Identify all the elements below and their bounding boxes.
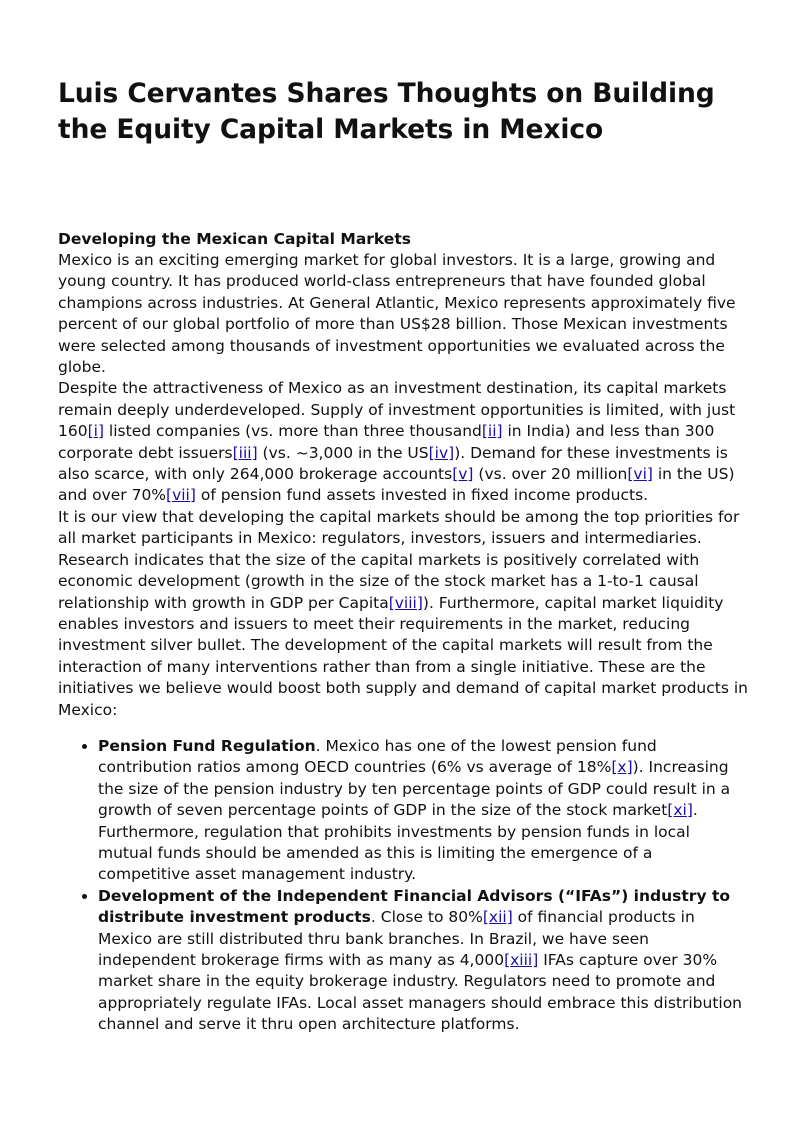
text-run: ). Demand for these investments is also scarce, with only 264,000 brokerage accounts	[58, 443, 728, 484]
text-run: . Mexico has one of the lowest pension fund contribution ratios among OECD countries (6% vs average of 18%	[98, 736, 657, 777]
footnote-link-iii[interactable]: [iii]	[232, 443, 258, 462]
article	[58, 76, 748, 1036]
text-run: ). Increasing the size of the pension industry by ten percentage points of GDP could result in a growth of seven percentage points of GDP in the size of the stock market	[98, 758, 731, 820]
list-item-pension-fund-regulation	[98, 736, 748, 886]
footnote-link-v[interactable]: [v]	[452, 465, 474, 484]
footnote-link-i[interactable]: [i]	[87, 422, 104, 441]
list-item-ifa-industry	[98, 886, 748, 1036]
text-run: in India) and less than 300 corporate debt issuers	[58, 422, 715, 462]
footnote-link-iv[interactable]: [iv]	[428, 443, 455, 462]
text-run: It is our view that developing the capital markets should be among the top priorities for all market participants in Mexico: regulators, investors, issuers and intermediaries. Research indicates that the size of the capital markets is positively correlated with economic development (growth in the size of the stock market has a 1-to-1 causal relationship with growth in GDP per Capita	[58, 507, 740, 612]
text-run: (vs. over 20 million	[473, 465, 628, 484]
paragraph-intro: Mexico is an exciting emerging market for global investors. It is a large, growing and young country. It has produced world-class entrepreneurs that have founded global champions across industries. At General Atlantic, Mexico represents approximately five percent of our global portfolio of more than US$28 billion. Those Mexican investments were selected among thousands of investment opportunities we evaluated across the globe.	[58, 251, 736, 377]
footnote-link-xii[interactable]: [xii]	[482, 908, 513, 927]
footnote-link-viii[interactable]: [viii]	[388, 593, 423, 612]
text-run: ). Furthermore, capital market liquidity enables investors and issuers to meet their requirements in the market, reducing investment silver bullet. The development of the capital markets will result from the interaction of many interventions rather than from a single initiative. These are the initiatives we believe would boost both supply and demand of capital market products in Mexico:	[58, 593, 748, 719]
text-run: (vs. ~3,000 in the US	[257, 443, 429, 462]
section-heading: Developing the Mexican Capital Markets	[58, 230, 411, 248]
list-item-heading: Development of the Independent Financial Advisors (“IFAs”) industry to distribute investment products	[98, 886, 730, 927]
footnote-link-x[interactable]: [x]	[611, 758, 633, 777]
text-run: listed companies (vs. more than three thousand	[104, 422, 482, 441]
text-run: of pension fund assets invested in fixed income products.	[195, 486, 649, 505]
text-run: IFAs capture over 30% market share in the equity brokerage industry. Regulators need to promote and appropriately regulate IFAs. Local asset managers should embrace this distribution channel and serve it thru open architecture platforms.	[98, 951, 743, 1034]
article-title: Luis Cervantes Shares Thoughts on Building the Equity Capital Markets in Mexico	[58, 78, 715, 145]
paragraph-underdeveloped	[58, 378, 748, 506]
footnote-link-ii[interactable]: [ii]	[481, 422, 503, 441]
paragraph-priorities	[58, 507, 748, 721]
footnote-link-xi[interactable]: [xi]	[667, 801, 693, 820]
footnote-link-vi[interactable]: [vi]	[627, 465, 653, 484]
list-item-heading: Pension Fund Regulation	[98, 736, 316, 755]
text-run: . Close to 80%	[370, 908, 483, 927]
text-run: Despite the attractiveness of Mexico as an investment destination, its capital markets remain deeply underdeveloped. Supply of investment opportunities is limited, with just 160	[58, 379, 736, 441]
text-run: . Furthermore, regulation that prohibits investments by pension funds in local mutual funds should be amended as this is limiting the emergence of a competitive asset management industry.	[98, 801, 698, 884]
text-run: of financial products in Mexico are still distributed thru bank branches. In Brazil, we have seen independent brokerage firms with as many as 4,000	[98, 908, 695, 969]
footnote-link-vii[interactable]: [vii]	[166, 486, 196, 505]
footnote-link-xiii[interactable]: [xiii]	[504, 951, 539, 969]
text-run: in the US) and over 70%	[58, 465, 735, 505]
initiatives-list	[58, 736, 748, 1036]
